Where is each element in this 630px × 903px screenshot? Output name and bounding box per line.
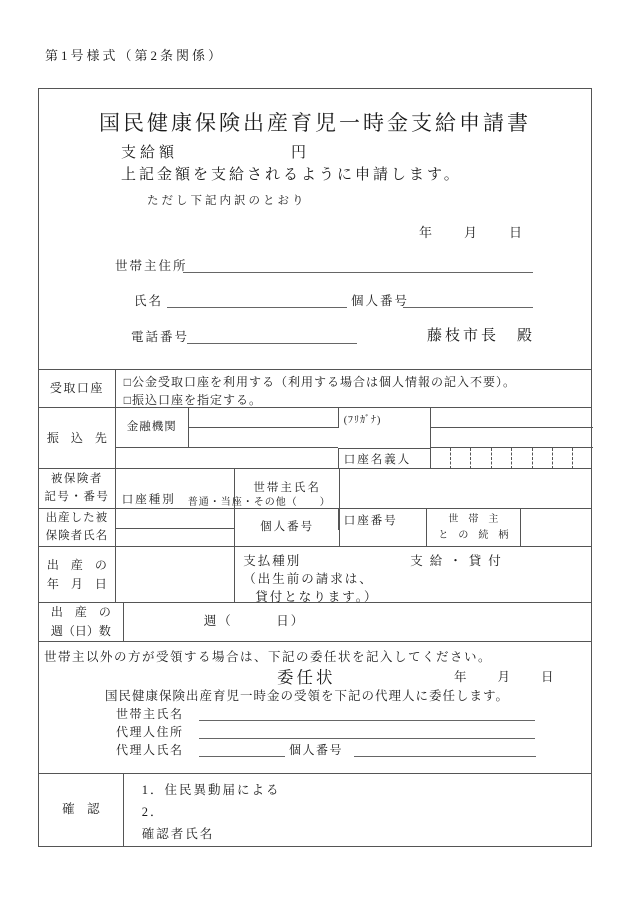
furigana-label-cell: [338, 408, 430, 428]
personal-number-field[interactable]: [403, 291, 533, 308]
proxy-section: [39, 641, 591, 773]
financial-institution-branch-field[interactable]: [189, 428, 338, 448]
mother-name-field-divider: [116, 528, 235, 529]
financial-institution-name-field[interactable]: [189, 408, 338, 428]
account-number-digit-cell[interactable]: [572, 448, 592, 469]
phone-field[interactable]: [187, 327, 357, 344]
form-header: [39, 89, 591, 369]
payment-options[interactable]: 支給・貸付: [410, 554, 508, 568]
agent-personal-number-label: 個人番号: [289, 743, 344, 757]
proxy-householder-name-field[interactable]: [199, 704, 535, 721]
receiving-account-label: 受取口座: [39, 370, 116, 407]
account-number-digit-cell[interactable]: [431, 448, 450, 469]
mother-name-label: 出産した被 保険者氏名: [39, 509, 116, 546]
payment-note-line1: （出生前の請求は、: [243, 572, 374, 586]
application-date-line: 年 月 日: [419, 225, 525, 240]
payment-note-line2: 貸付となります。）: [255, 590, 379, 604]
agent-name-field[interactable]: [199, 740, 285, 757]
birth-date-field[interactable]: [116, 547, 236, 602]
breakdown-note: ただし下記内訳のとおり: [147, 195, 307, 207]
confirmation-item-2: 2．: [141, 805, 165, 819]
birth-weeks-template: 週（ 日）: [203, 614, 306, 628]
name-label: 氏名: [134, 294, 164, 308]
proxy-date-line: 年 月 日: [454, 670, 556, 684]
account-number-digit-cell[interactable]: [552, 448, 572, 469]
row-receiving-account: [39, 369, 591, 407]
householder-name-field[interactable]: [340, 469, 591, 508]
application-form: [38, 88, 592, 847]
form-title: 国民健康保険出産育児一時金支給申請書: [99, 111, 531, 135]
confirmation-item-1: 1．住民異動届による: [141, 783, 281, 797]
account-number-boxes[interactable]: [430, 448, 593, 469]
account-type-label: 口座種別: [121, 494, 176, 506]
account-number-digit-cell[interactable]: [532, 448, 552, 469]
agent-name-label: 代理人氏名: [116, 743, 184, 757]
transfer-destination-label: 振 込 先: [39, 408, 116, 468]
confirmation-label: 確 認: [39, 774, 124, 846]
account-holder-label: 口座名義人: [343, 454, 412, 466]
birth-date-label: 出 産 の 年 月 日: [39, 547, 116, 602]
row-confirmation: [39, 773, 591, 846]
application-statement: 上記金額を支給されるように申請します。: [121, 167, 462, 183]
amount-field[interactable]: [169, 141, 287, 158]
relation-label: 世 帯 主 と の 続 柄: [427, 509, 522, 546]
account-number-label-cell: [338, 509, 430, 530]
birth-weeks-label: 出 産 の 週（日）数: [39, 603, 124, 641]
proxy-statement: 国民健康保険出産育児一時金の受領を下記の代理人に委任します。: [105, 689, 510, 703]
confirmation-content: [124, 774, 591, 846]
row-mother: [39, 508, 591, 546]
phone-label: 電話番号: [131, 330, 190, 344]
proxy-title: 委任状: [277, 668, 336, 687]
confirmer-name-label: 確認者氏名: [141, 827, 215, 841]
form-number: 第1号様式（第2条関係）: [45, 48, 225, 63]
account-type-cell[interactable]: [116, 488, 338, 509]
name-field[interactable]: [167, 291, 347, 308]
mother-name-field[interactable]: [116, 509, 236, 546]
insured-number-label: 被保険者 記号・番号: [39, 469, 116, 508]
proxy-householder-name-label: 世帯主氏名: [116, 707, 184, 721]
householder-name-label: 世帯主氏名: [235, 469, 340, 508]
account-number-label: 口座番号: [343, 515, 398, 527]
public-account-checkbox-option[interactable]: □公金受取口座を利用する（利用する場合は個人情報の記入不要）。: [123, 375, 516, 389]
financial-institution-label: 金融機関: [116, 408, 189, 448]
account-holder-field[interactable]: [430, 428, 593, 448]
addressee: 藤枝市長 殿: [427, 328, 536, 344]
furigana-label: (ﾌﾘｶﾞﾅ): [343, 415, 382, 426]
agent-address-field[interactable]: [199, 722, 535, 739]
account-type-options[interactable]: 普通・当座・その他（ ）: [187, 497, 331, 508]
account-holder-label-cell: [338, 448, 430, 468]
relation-field[interactable]: [521, 509, 591, 546]
proxy-instruction: 世帯主以外の方が受領する場合は、下記の委任状を記入してください。: [44, 650, 493, 664]
amount-label: 支給額: [121, 145, 179, 161]
amount-unit-label: 円: [291, 145, 307, 161]
birth-weeks-field[interactable]: [124, 603, 591, 641]
account-number-digit-cell[interactable]: [511, 448, 531, 469]
furigana-field[interactable]: [430, 408, 593, 428]
personal-number-label: 個人番号: [351, 294, 410, 308]
row-birth-date: [39, 546, 591, 602]
householder-address-label: 世帯主住所: [115, 259, 188, 273]
mother-personal-number-label: 個人番号: [235, 509, 340, 546]
agent-personal-number-field[interactable]: [354, 740, 536, 757]
account-number-digit-cell[interactable]: [491, 448, 511, 469]
agent-address-label: 代理人住所: [116, 725, 184, 739]
householder-address-field[interactable]: [183, 256, 533, 273]
account-number-digit-cell[interactable]: [470, 448, 490, 469]
account-number-digit-cell[interactable]: [450, 448, 470, 469]
transfer-account-checkbox-option[interactable]: □振込口座を指定する。: [123, 393, 262, 407]
payment-type-cell: [235, 547, 591, 602]
row-birth-weeks: [39, 602, 591, 641]
payment-type-label: 支払種別: [243, 554, 302, 568]
